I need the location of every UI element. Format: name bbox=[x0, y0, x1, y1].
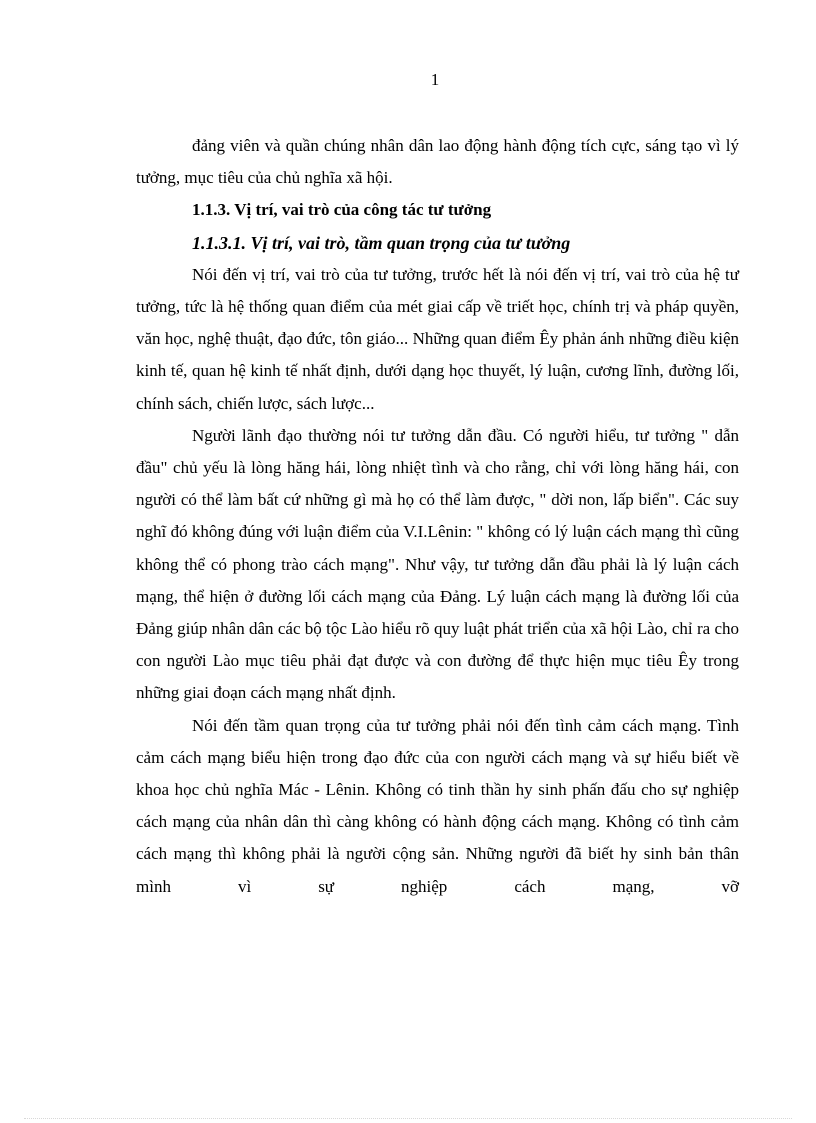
document-body bbox=[136, 130, 739, 903]
subsection-heading: 1.1.3.1. Vị trí, vai trò, tầm quan trọng của tư tưởng bbox=[192, 232, 571, 253]
page-number: 1 bbox=[430, 70, 440, 89]
body-paragraph: Nói đến vị trí, vai trò của tư tưởng, trước hết là nói đến vị trí, vai trò của hệ tư tưởng, tức là hệ thống quan điểm của mét giai cấp về triết học, chính trị và pháp quyền, văn học, nghệ thuật, đạo đức, tôn giáo... Những quan điểm Êy phản ánh những điều kiện kinh tế, quan hệ kinh tế nhất định, dưới dạng học thuyết, lý luận, cương lĩnh, đường lối, chính sách, chiến lược, sách lược... bbox=[136, 264, 739, 413]
body-paragraph: Nói đến tầm quan trọng của tư tưởng phải nói đến tình cảm cách mạng. Tình cảm cách mạng biểu hiện trong đạo đức của con người cách mạng và sự hiểu biết về khoa học chủ nghĩa Mác - Lênin. Không có tinh thần hy sinh phấn đấu cho sự nghiệp cách mạng của nhân dân thì càng không có hành động cách mạng. Không có tình cảm cách mạng thì không phải là người cộng sản. Những người đã biết hy sinh bản thân mình vì sự nghiệp cách mạng, vỡ bbox=[136, 715, 739, 896]
intro-paragraph: đảng viên và quần chúng nhân dân lao động hành động tích cực, sáng tạo vì lý tưởng, mục tiêu của chủ nghĩa xã hội. bbox=[136, 136, 739, 188]
section-heading: 1.1.3. Vị trí, vai trò của công tác tư tưởng bbox=[192, 200, 492, 220]
page-border bbox=[24, 1118, 792, 1119]
body-paragraph: Người lãnh đạo thường nói tư tưởng dẫn đầu. Có người hiểu, tư tưởng " dẫn đầu" chủ yếu là lòng hăng hái, lòng nhiệt tình và cho rằng, chỉ với lòng hăng hái, con người có thể làm bất cứ những gì mà họ có thể làm được, " dời non, lấp biển". Các suy nghĩ đó không đúng với luận điểm của V.I.Lênin: " không có lý luận cách mạng thì cũng không thể có phong trào cách mạng". Như vậy, tư tưởng dẫn đầu phải là lý luận cách mạng, thể hiện ở đường lối cách mạng của Đảng. Lý luận cách mạng là đường lối của Đảng giúp nhân dân các bộ tộc Lào hiểu rõ quy luật phát triển của xã hội Lào, chỉ ra cho con người Lào mục tiêu phải đạt được và con đường để thực hiện mục tiêu Êy trong những giai đoạn cách mạng nhất định. bbox=[136, 425, 739, 703]
